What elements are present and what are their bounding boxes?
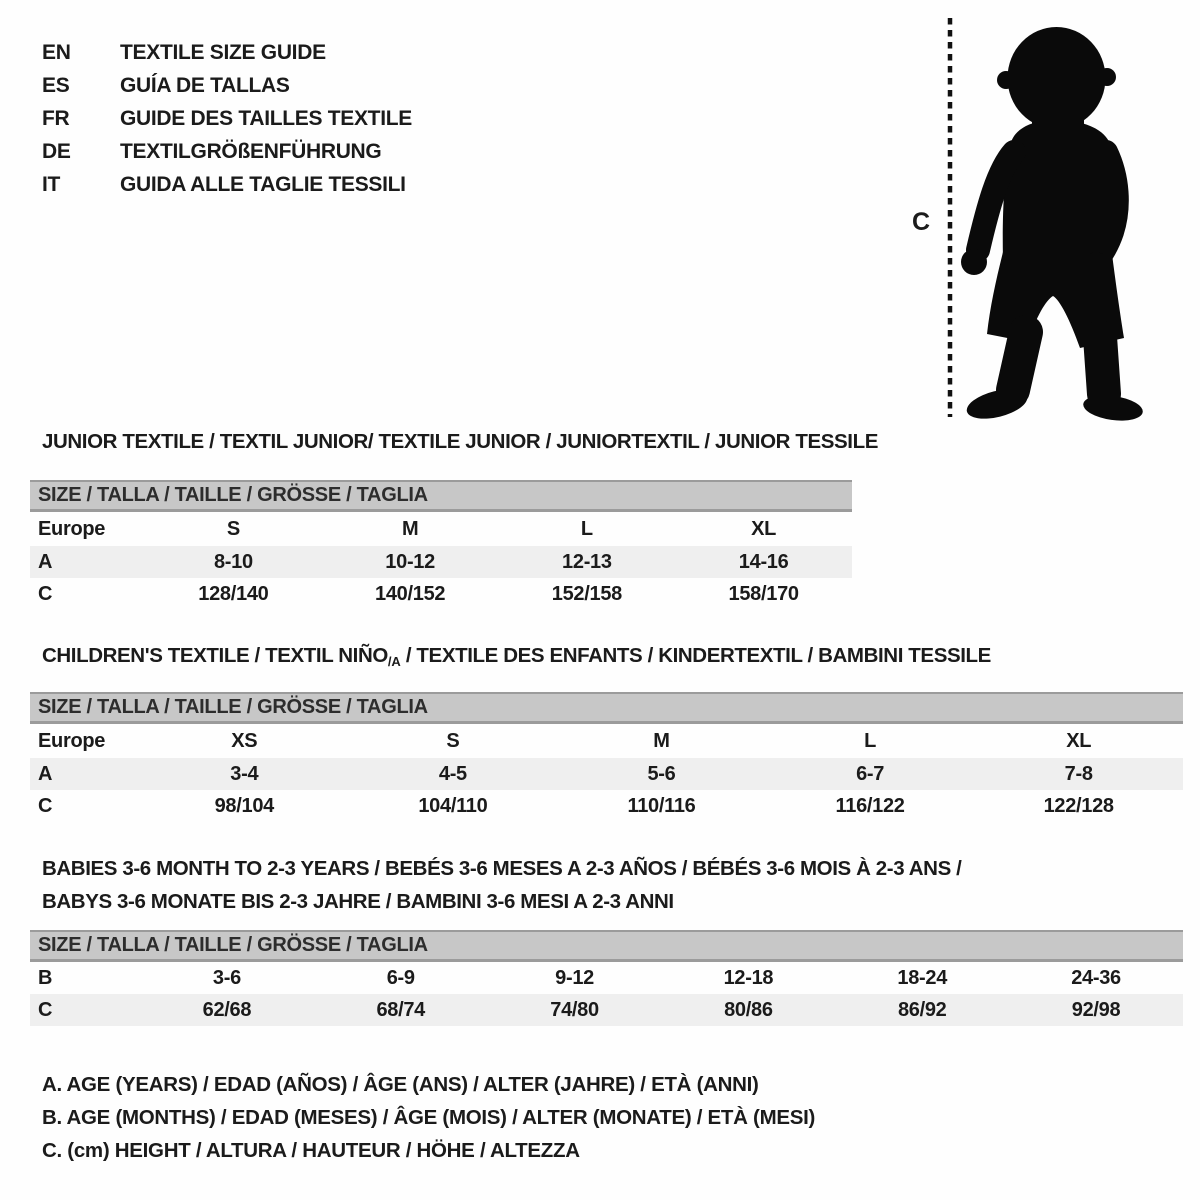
guide-title-fr: GUIDE DES TAILLES TEXTILE: [120, 106, 412, 130]
size-row-europe: [30, 724, 1183, 758]
size-value-cell: 104/110: [418, 794, 488, 817]
size-value-cell: 7-8: [1064, 762, 1093, 785]
row-label: Europe: [38, 729, 106, 752]
language-code: DE: [42, 139, 71, 163]
age-years-row: [30, 758, 1183, 790]
row-label: B: [38, 966, 53, 989]
language-row-it: [42, 168, 412, 201]
size-value-cell: 12-18: [723, 966, 774, 989]
size-header-bar: SIZE / TALLA / TAILLE / GRÖSSE / TAGLIA: [30, 930, 1183, 962]
guide-title-en: TEXTILE SIZE GUIDE: [120, 40, 326, 64]
size-value-cell: 4-5: [438, 762, 467, 785]
age-months-row: [30, 962, 1183, 994]
children-heading-text: CHILDREN'S TEXTILE / TEXTIL NIÑO: [42, 644, 388, 667]
size-value-cell: 74/80: [550, 998, 599, 1021]
size-value-cell: 98/104: [214, 794, 274, 817]
age-years-row: [30, 546, 852, 578]
size-value-cell: 12-13: [562, 550, 612, 573]
language-row-fr: [42, 102, 412, 135]
babies-size-table: [30, 930, 1183, 1026]
size-value-cell: 62/68: [202, 998, 252, 1021]
children-heading-text: / TEXTILE DES ENFANTS / KINDERTEXTIL / BAMBINI TESSILE: [400, 644, 991, 667]
language-row-en: [42, 36, 412, 69]
size-value-cell: 9-12: [555, 966, 594, 989]
size-value-cell: 140/152: [375, 582, 446, 605]
language-code: FR: [42, 106, 70, 130]
junior-section-heading: JUNIOR TEXTILE / TEXTIL JUNIOR/ TEXTILE JUNIOR / JUNIORTEXTIL / JUNIOR TESSILE: [42, 430, 878, 453]
size-value-cell: 80/86: [724, 998, 773, 1021]
size-header-bar: SIZE / TALLA / TAILLE / GRÖSSE / TAGLIA: [30, 692, 1183, 724]
junior-size-table: [30, 480, 852, 610]
toddler-silhouette: [961, 27, 1144, 424]
legend-age-years: A. AGE (YEARS) / EDAD (AÑOS) / ÂGE (ANS) / ALTER (JAHRE) / ETÀ (ANNI): [42, 1072, 759, 1096]
size-value-cell: 116/122: [835, 794, 905, 817]
size-value-cell: 158/170: [728, 582, 799, 605]
babies-heading-line1: BABIES 3-6 MONTH TO 2-3 YEARS / BEBÉS 3-6 MESES A 2-3 AÑOS / BÉBÉS 3-6 MOIS À 2-3 ANS /: [42, 857, 962, 880]
size-value-cell: 122/128: [1043, 794, 1114, 817]
size-column-header: XL: [1066, 729, 1092, 752]
row-label: A: [38, 762, 53, 785]
height-cm-row: [30, 578, 852, 610]
size-value-cell: 5-6: [647, 762, 676, 785]
babies-heading-line2: BABYS 3-6 MONATE BIS 2-3 JAHRE / BAMBINI 3-6 MESI A 2-3 ANNI: [42, 890, 674, 913]
children-size-table: [30, 692, 1183, 822]
size-column-header: S: [226, 517, 240, 540]
language-row-es: [42, 69, 412, 102]
size-value-cell: 152/158: [551, 582, 622, 605]
toddler-figure: [900, 12, 1200, 424]
legend-age-months: B. AGE (MONTHS) / EDAD (MESES) / ÂGE (MOIS) / ALTER (MONATE) / ETÀ (MESI): [42, 1105, 816, 1129]
size-value-cell: 128/140: [198, 582, 269, 605]
size-value-cell: 24-36: [1071, 966, 1121, 989]
babies-section-heading: [42, 852, 961, 918]
size-value-cell: 6-7: [856, 762, 885, 785]
children-section-heading: [42, 645, 991, 669]
children-heading-subscript: /A: [387, 654, 401, 669]
language-row-de: [42, 135, 412, 168]
size-column-header: M: [653, 729, 670, 752]
row-label: C: [38, 582, 53, 605]
size-value-cell: 110/116: [627, 794, 696, 817]
language-code: ES: [42, 73, 70, 97]
row-label: C: [38, 998, 53, 1021]
row-label: C: [38, 794, 53, 817]
size-column-header: M: [401, 517, 419, 540]
size-column-header: XS: [231, 729, 258, 752]
size-value-cell: 68/74: [376, 998, 426, 1021]
guide-title-it: GUIDA ALLE TAGLIE TESSILI: [120, 172, 406, 196]
legend-height-cm: C. (cm) HEIGHT / ALTURA / HAUTEUR / HÖHE / ALTEZZA: [42, 1138, 580, 1162]
size-column-header: L: [580, 517, 593, 540]
guide-title-es: GUÍA DE TALLAS: [120, 73, 290, 97]
toddler-silhouette-illustration: [900, 12, 1200, 424]
height-measure-label: C: [912, 208, 930, 236]
size-column-header: L: [864, 729, 877, 752]
size-value-cell: 3-4: [230, 762, 259, 785]
row-label: A: [38, 550, 53, 573]
size-header-bar: SIZE / TALLA / TAILLE / GRÖSSE / TAGLIA: [30, 480, 852, 512]
size-column-header: S: [446, 729, 460, 752]
size-value-cell: 18-24: [897, 966, 948, 989]
language-code: EN: [42, 40, 71, 64]
size-value-cell: 8-10: [213, 550, 253, 573]
height-cm-row: [30, 994, 1183, 1026]
measurement-legend: [42, 1068, 815, 1167]
size-value-cell: 10-12: [385, 550, 435, 573]
language-title-list: [42, 36, 412, 201]
guide-title-de: TEXTILGRÖßENFÜHRUNG: [120, 139, 382, 163]
height-cm-row: [30, 790, 1183, 822]
size-row-europe: [30, 512, 852, 546]
row-label: Europe: [38, 517, 106, 540]
size-value-cell: 14-16: [738, 550, 789, 573]
size-value-cell: 6-9: [386, 966, 415, 989]
size-value-cell: 92/98: [1071, 998, 1121, 1021]
size-value-cell: 86/92: [897, 998, 947, 1021]
language-code: IT: [42, 172, 61, 196]
size-value-cell: 3-6: [212, 966, 241, 989]
size-column-header: XL: [751, 517, 777, 540]
